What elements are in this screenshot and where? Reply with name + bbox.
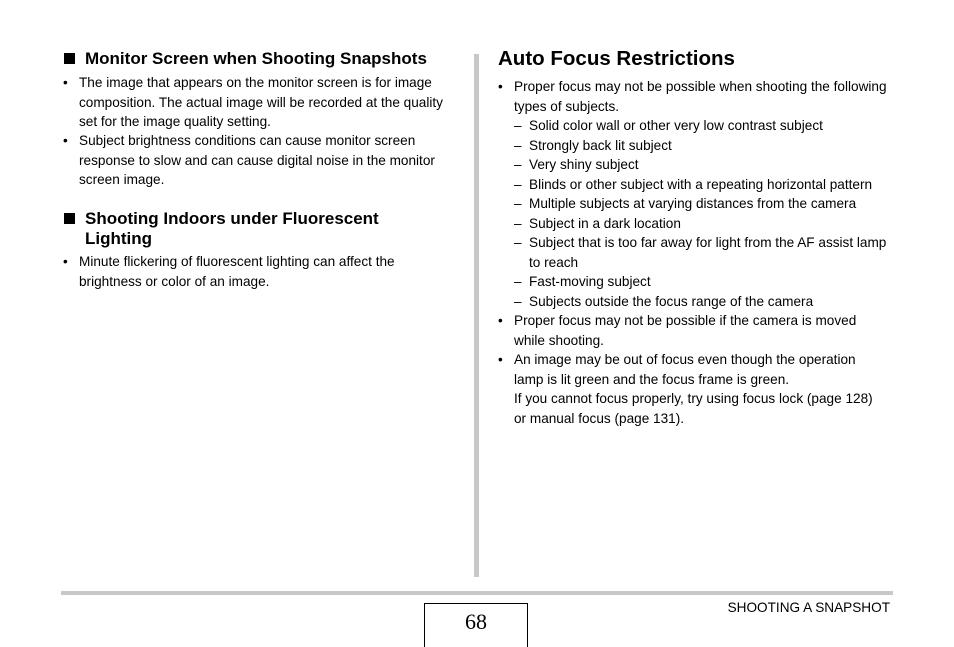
dash-icon: – bbox=[514, 137, 522, 153]
bullet-text-line: An image may be out of focus even though the operation bbox=[514, 352, 856, 367]
list-item-text: Strongly back lit subject bbox=[529, 137, 672, 153]
dash-icon: – bbox=[514, 176, 522, 192]
bullet-text-line: brightness or color of an image. bbox=[79, 273, 270, 289]
bullet-text-line: or manual focus (page 131). bbox=[514, 410, 685, 426]
page-title: Auto Focus Restrictions bbox=[498, 47, 735, 70]
dash-icon: – bbox=[514, 118, 522, 133]
section-heading-monitor-screen bbox=[63, 49, 427, 69]
section-title: Shooting Indoors under Fluorescent Lighting bbox=[85, 209, 379, 248]
bullet-text-line: If you cannot focus properly, try using focus lock (page 128) bbox=[514, 391, 873, 406]
list-item-text: Subjects outside the focus range of the camera bbox=[529, 293, 814, 309]
bullet-icon: • bbox=[498, 79, 503, 94]
bullet-text-line: Subject brightness conditions can cause monitor screen bbox=[79, 133, 416, 148]
section-title: Monitor Screen when Shooting Snapshots bbox=[85, 49, 427, 68]
page-number: 68 bbox=[424, 603, 528, 647]
list-item-text: to reach bbox=[529, 254, 579, 270]
dash-icon: – bbox=[514, 157, 522, 172]
bullet-text-line: types of subjects. bbox=[514, 98, 620, 114]
bullet-text-line: composition. The actual image will be recorded at the quality bbox=[79, 94, 443, 110]
column-divider bbox=[474, 54, 479, 577]
section-heading-fluorescent bbox=[63, 209, 379, 249]
list-item-text: Very shiny subject bbox=[529, 157, 639, 172]
footer-rule bbox=[61, 591, 893, 595]
bullet-text-line: response to slow and can cause digital noise in the monitor bbox=[79, 152, 435, 168]
bullet-text-line: set for the image quality setting. bbox=[79, 114, 271, 129]
bullet-text-line: while shooting. bbox=[514, 332, 604, 348]
list-item-text: Multiple subjects at varying distances from the camera bbox=[529, 196, 857, 211]
square-bullet-icon bbox=[64, 213, 75, 224]
bullet-text-line: Minute flickering of fluorescent lighting can affect the bbox=[79, 254, 395, 269]
bullet-text-line: lamp is lit green and the focus frame is green. bbox=[514, 371, 790, 387]
bullet-icon: • bbox=[63, 254, 68, 269]
dash-icon: – bbox=[514, 293, 522, 309]
dash-icon: – bbox=[514, 215, 522, 231]
bullet-text-line: screen image. bbox=[79, 172, 165, 187]
bullet-icon: • bbox=[63, 75, 68, 90]
list-item-text: Subject in a dark location bbox=[529, 215, 681, 231]
list-item-text: Blinds or other subject with a repeating horizontal pattern bbox=[529, 176, 873, 192]
list-item-text: Solid color wall or other very low contrast subject bbox=[529, 118, 823, 133]
bullet-icon: • bbox=[498, 313, 503, 328]
list-item-text: Subject that is too far away for light from the AF assist lamp bbox=[529, 235, 887, 250]
dash-icon: – bbox=[514, 274, 522, 289]
bullet-text-line: The image that appears on the monitor screen is for image bbox=[79, 75, 432, 90]
bullet-text-line: Proper focus may not be possible if the camera is moved bbox=[514, 313, 857, 328]
bullet-icon: • bbox=[63, 133, 68, 148]
bullet-text-line: Proper focus may not be possible when shooting the following bbox=[514, 79, 887, 94]
bullet-icon: • bbox=[498, 352, 503, 367]
square-bullet-icon bbox=[64, 53, 75, 64]
list-item-text: Fast-moving subject bbox=[529, 274, 651, 289]
dash-icon: – bbox=[514, 235, 522, 250]
dash-icon: – bbox=[514, 196, 522, 211]
footer-section-name: SHOOTING A SNAPSHOT bbox=[727, 600, 890, 615]
